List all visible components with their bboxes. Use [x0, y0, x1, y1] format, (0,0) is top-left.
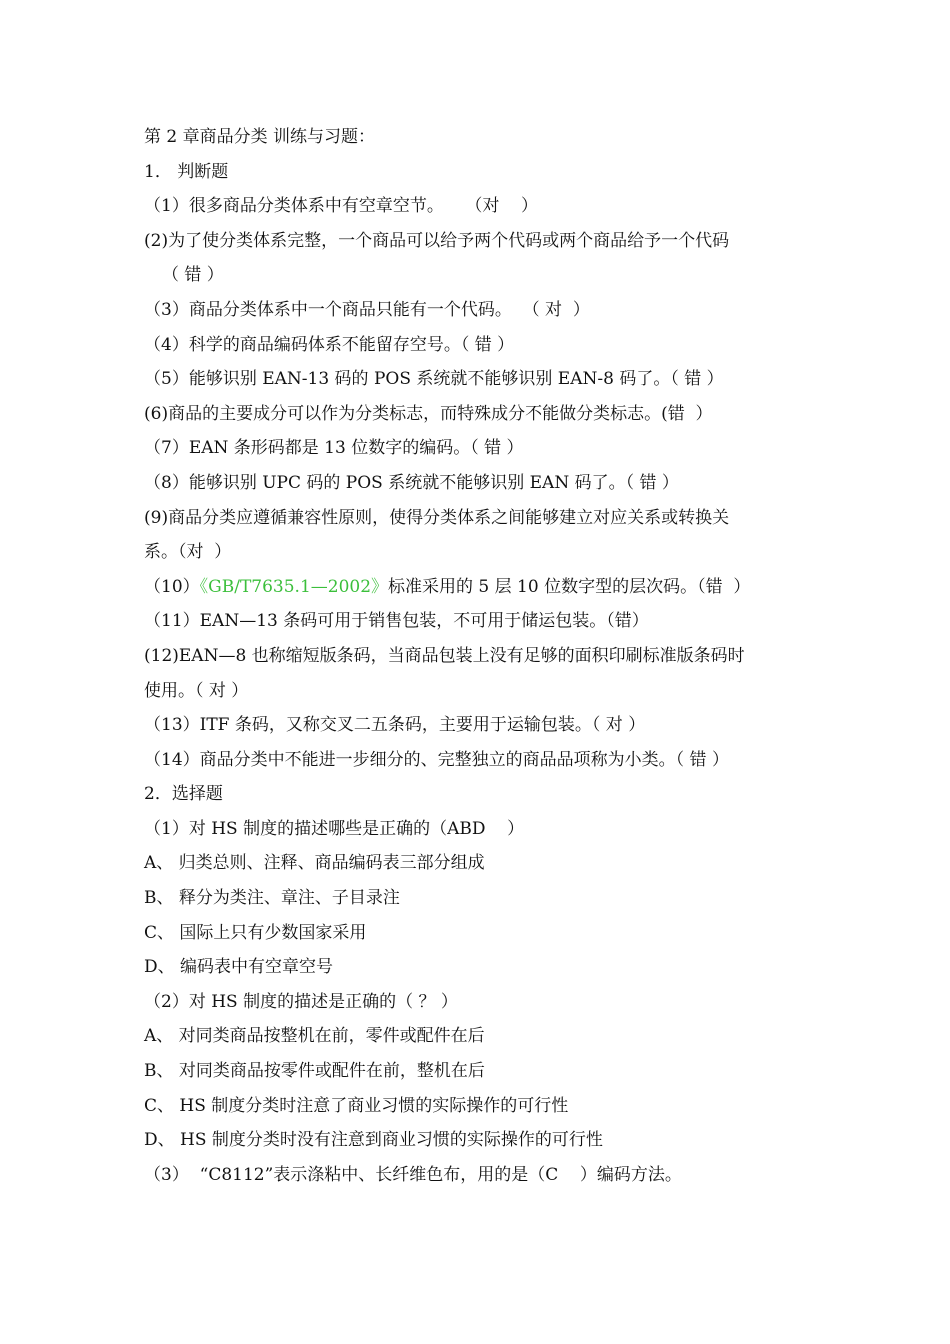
tf-question-9-cont: 系。（对 ）: [144, 542, 232, 563]
mc-question-2-option-c: C、 HS 制度分类时注意了商业习惯的实际操作的可行性: [144, 1095, 569, 1116]
tf-question-10: [144, 570, 824, 605]
mc-question-1-option-a: A、 归类总则、注释、商品编码表三部分组成: [144, 853, 485, 874]
tf-question-6: (6)商品的主要成分可以作为分类标志，而特殊成分不能做分类标志。(错 ）: [144, 403, 713, 424]
tf-question-3: （3）商品分类体系中一个商品只能有一个代码。 （ 对 ）: [144, 299, 590, 320]
standard-link[interactable]: 《GB/T7635.1—2002》: [199, 576, 389, 597]
mc-question-1-option-c: C、 国际上只有少数国家采用: [144, 922, 367, 943]
tf-question-8: （8）能够识别 UPC 码的 POS 系统就不能够识别 EAN 码了。（ 错 ）: [144, 472, 679, 493]
tf-question-5: （5）能够识别 EAN-13 码的 POS 系统就不能够识别 EAN-8 码了。（ 错 ）: [144, 369, 724, 390]
section-heading-multiple-choice: 2．选择题: [144, 784, 223, 805]
tf-question-10-text: 标准采用的 5 层 10 位数字型的层次码。（错 ）: [388, 576, 751, 597]
tf-question-12-cont: 使用。（ 对 ）: [144, 680, 249, 701]
mc-question-3: （3） “C8112”表示涤粘中、长纤维色布，用的是（C ）编码方法。: [144, 1164, 682, 1185]
document-body: [144, 120, 824, 1192]
tf-question-14: （14）商品分类中不能进一步细分的、完整独立的商品品项称为小类。（ 错 ）: [144, 749, 729, 770]
mc-question-1-option-d: D、 编码表中有空章空号: [144, 957, 334, 978]
tf-question-2-answer: （ 错 ）: [162, 265, 224, 286]
mc-question-1-option-b: B、 释分为类注、章注、子目录注: [144, 888, 400, 909]
tf-question-9: (9)商品分类应遵循兼容性原则，使得分类体系之间能够建立对应关系或转换关: [144, 507, 730, 528]
tf-question-13: （13）ITF 条码，又称交叉二五条码，主要用于运输包装。（ 对 ）: [144, 715, 646, 736]
tf-question-11: （11）EAN—13 条码可用于销售包装，不可用于储运包装。（错）: [144, 611, 649, 632]
mc-question-2-option-a: A、 对同类商品按整机在前，零件或配件在后: [144, 1026, 485, 1047]
mc-question-2: （2）对 HS 制度的描述是正确的（ ？ ）: [144, 991, 458, 1012]
section-heading-true-false: 1． 判断题: [144, 161, 229, 182]
tf-question-10-number: （10）: [144, 576, 200, 597]
tf-question-2: (2)为了使分类体系完整，一个商品可以给予两个代码或两个商品给予一个代码: [144, 230, 730, 251]
tf-question-7: （7）EAN 条形码都是 13 位数字的编码。（ 错 ）: [144, 438, 524, 459]
tf-question-1: （1）很多商品分类体系中有空章空节。 （对 ）: [144, 196, 539, 217]
tf-question-4: （4）科学的商品编码体系不能留存空号。（ 错 ）: [144, 334, 515, 355]
tf-question-12: (12)EAN—8 也称缩短版条码，当商品包装上没有足够的面积印刷标准版条码时: [144, 645, 745, 666]
mc-question-2-option-d: D、 HS 制度分类时没有注意到商业习惯的实际操作的可行性: [144, 1130, 603, 1151]
mc-question-2-option-b: B、 对同类商品按零件或配件在前，整机在后: [144, 1061, 485, 1082]
mc-question-1: （1）对 HS 制度的描述哪些是正确的（ABD ）: [144, 818, 525, 839]
chapter-title: 第 2 章商品分类 训练与习题：: [144, 127, 376, 147]
